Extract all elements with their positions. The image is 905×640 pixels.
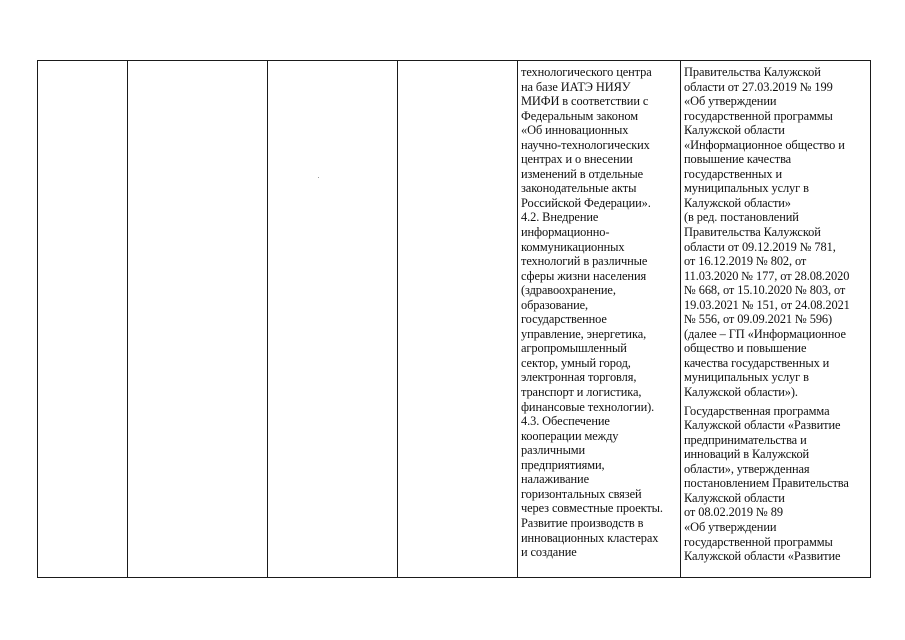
text-line: изменений в отдельные [521, 166, 644, 181]
program-paragraph-2 [684, 404, 868, 564]
text-line: 4.3. Обеспечение [521, 414, 610, 429]
text-line: (далее – ГП «Информационное [684, 326, 846, 341]
text-line: агропромышленный [521, 341, 627, 356]
text-line: через совместные проекты. [521, 501, 663, 516]
text-line: технологий в различные [521, 254, 648, 269]
scan-speck [318, 177, 319, 178]
text-line: центрах и о внесении [521, 152, 633, 167]
text-line: на базе ИАТЭ НИЯУ [521, 79, 631, 94]
empty-cell-1 [38, 61, 128, 578]
empty-cell-3 [268, 61, 398, 578]
programs-cell [681, 61, 871, 578]
text-line: научно-технологических [521, 137, 650, 152]
text-line: № 556, от 09.09.2021 № 596) [684, 312, 833, 327]
text-line: МИФИ в соответствии с [521, 94, 649, 109]
text-line: Правительства Калужской [684, 225, 821, 240]
text-line: Развитие производств в [521, 515, 644, 530]
text-line: качества государственных и [684, 355, 830, 370]
text-line: образование, [521, 297, 589, 312]
empty-cell-4 [398, 61, 518, 578]
measures-cell [518, 61, 681, 578]
text-line: государственной программы [684, 534, 833, 549]
text-line: законодательные акты [521, 181, 637, 196]
text-line: (в ред. постановлений [684, 210, 799, 225]
text-line: муниципальных услуг в [684, 370, 809, 385]
text-line: Государственная программа [684, 403, 830, 418]
text-line: транспорт и логистика, [521, 385, 642, 400]
text-line: информационно- [521, 225, 610, 240]
text-line: Российской Федерации». [521, 195, 651, 210]
text-line: общество и повышение [684, 341, 807, 356]
text-line: финансовые технологии). [521, 399, 655, 414]
text-line: области от 09.12.2019 № 781, [684, 239, 836, 254]
text-line: повышение качества [684, 152, 792, 167]
text-line: налаживание [521, 472, 589, 487]
text-line: государственной программы [684, 108, 833, 123]
text-line: Калужской области [684, 490, 785, 505]
text-line: электронная торговля, [521, 370, 637, 385]
text-line: области от 27.03.2019 № 199 [684, 79, 833, 94]
text-line: различными [521, 443, 586, 458]
text-line: «Об утверждении [684, 94, 777, 109]
text-line: (здравоохранение, [521, 283, 616, 298]
text-line: 4.2. Внедрение [521, 210, 599, 225]
text-line: кооперации между [521, 428, 619, 443]
text-line: постановлением Правительства [684, 476, 849, 491]
text-line: Калужской области «Развитие [684, 549, 841, 564]
text-line: от 08.02.2019 № 89 [684, 505, 783, 520]
text-line: технологического центра [521, 65, 652, 79]
text-line: области», утвержденная [684, 461, 810, 476]
continuation-table [37, 60, 871, 578]
text-line: Калужской области»). [684, 385, 798, 400]
programs-text [681, 61, 870, 564]
text-line: Калужской области» [684, 195, 791, 210]
text-line: предпринимательства и [684, 432, 807, 447]
text-line: Федеральным законом [521, 108, 638, 123]
text-line: «Об утверждении [684, 519, 777, 534]
text-line: «Информационное общество и [684, 137, 845, 152]
text-line: муниципальных услуг в [684, 181, 809, 196]
text-line: сектор, умный город, [521, 355, 631, 370]
text-line: от 16.12.2019 № 802, от [684, 254, 807, 269]
text-line: 11.03.2020 № 177, от 28.08.2020 [684, 268, 850, 283]
text-line: коммуникационных [521, 239, 625, 254]
text-line: инновационных кластерах [521, 530, 659, 545]
empty-cell-2 [128, 61, 268, 578]
text-line: «Об инновационных [521, 123, 629, 138]
text-line: предприятиями, [521, 457, 605, 472]
text-line: государственных и [684, 166, 783, 181]
text-line: 19.03.2021 № 151, от 24.08.2021 [684, 297, 850, 312]
text-line: горизонтальных связей [521, 486, 642, 501]
text-line: Калужской области [684, 123, 785, 138]
text-line: Калужской области «Развитие [684, 418, 841, 433]
table-row [38, 61, 871, 578]
text-line: № 668, от 15.10.2020 № 803, от [684, 283, 846, 298]
program-paragraph-1 [684, 65, 868, 400]
measures-text [518, 61, 680, 560]
text-line: управление, энергетика, [521, 326, 647, 341]
text-line: государственное [521, 312, 607, 327]
text-line: Правительства Калужской [684, 65, 821, 79]
text-line: сферы жизни населения [521, 268, 647, 283]
text-line: и создание [521, 545, 577, 560]
text-line: инноваций в Калужской [684, 447, 810, 462]
